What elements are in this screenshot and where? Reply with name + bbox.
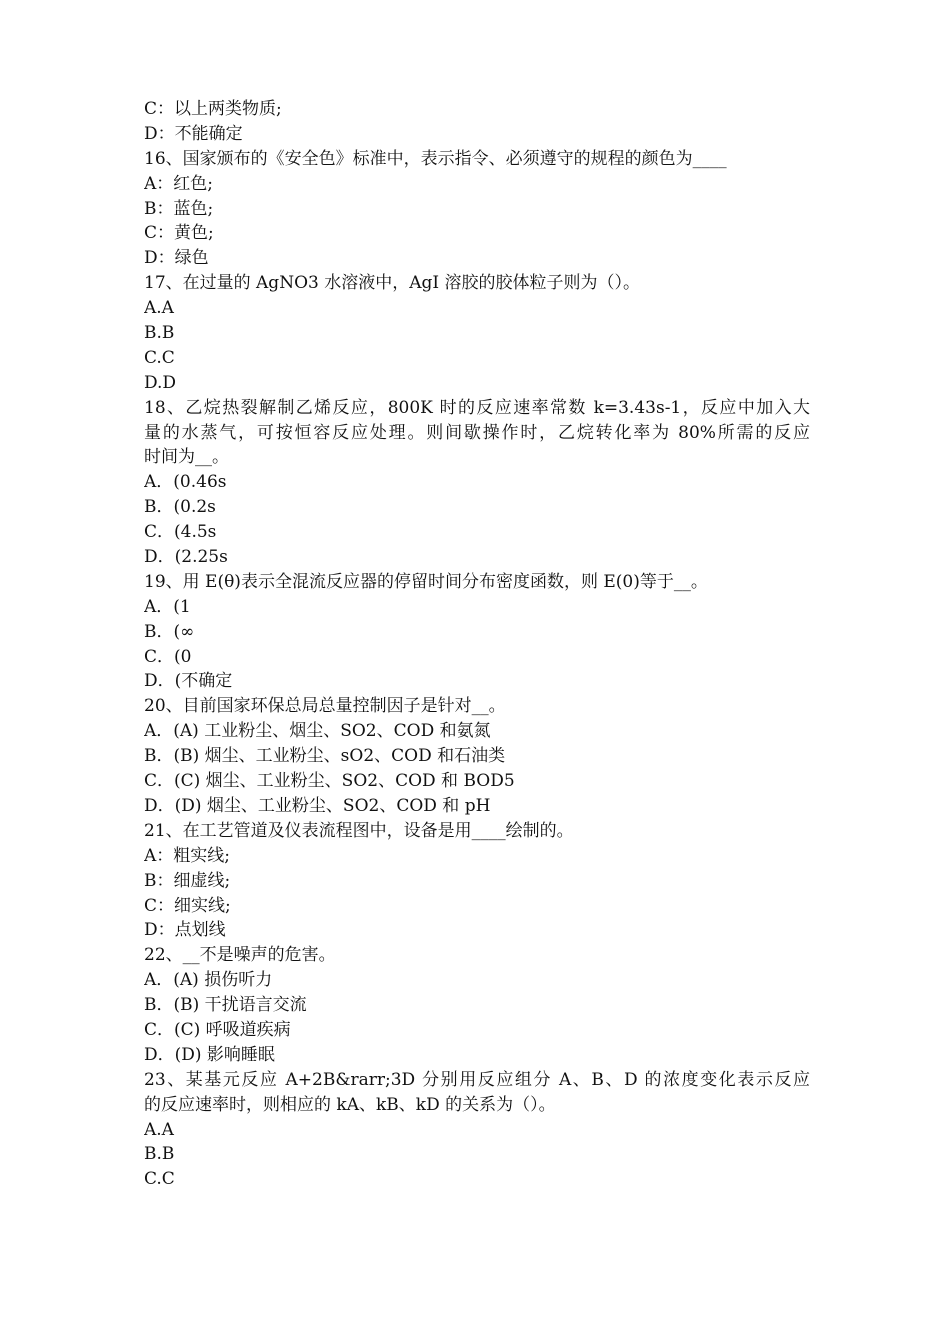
option-c-23: C.C xyxy=(144,1169,175,1190)
option-a-17: A.A xyxy=(144,298,174,319)
question-17: 17、在过量的 AgNO3 水溶液中，AgI 溶胶的胶体粒子则为（）。 xyxy=(144,273,641,294)
question-19: 19、用 E(θ)表示全混流反应器的停留时间分布密度函数，则 E(0)等于__。 xyxy=(144,571,708,592)
option-a-16: A：红色; xyxy=(144,173,214,194)
option-a-20: A．(A) 工业粉尘、烟尘、SO2、COD 和氨氮 xyxy=(144,721,491,742)
question-18-line-3: 时间为__。 xyxy=(144,447,229,468)
option-c-17: C.C xyxy=(144,347,175,368)
option-a-23: A.A xyxy=(144,1119,174,1140)
option-d-16: D：绿色 xyxy=(144,248,209,269)
option-c-18: C．(4.5s xyxy=(144,522,217,543)
question-18-line-1: 18、乙烷热裂解制乙烯反应，800K 时的反应速率常数 k=3.43s-1，反应中加入大 xyxy=(144,397,810,418)
option-d-19: D．(不确定 xyxy=(144,671,233,692)
option-b-22: B．(B) 干扰语言交流 xyxy=(144,995,307,1016)
option-c-19: C．(0 xyxy=(144,646,192,667)
option-b-17: B.B xyxy=(144,323,175,344)
option-d-22: D．(D) 影响睡眠 xyxy=(144,1044,275,1065)
option-b-23: B.B xyxy=(144,1144,175,1165)
option-c-20: C．(C) 烟尘、工业粉尘、SO2、COD 和 BOD5 xyxy=(144,771,515,792)
option-b-18: B．(0.2s xyxy=(144,497,216,518)
question-16: 16、国家颁布的《安全色》标准中，表示指令、必须遵守的规程的颜色为____ xyxy=(144,148,727,169)
option-d-20: D．(D) 烟尘、工业粉尘、SO2、COD 和 pH xyxy=(144,795,491,816)
option-d-17: D.D xyxy=(144,372,177,393)
option-b-21: B：细虚线; xyxy=(144,870,231,891)
option-d-21: D：点划线 xyxy=(144,920,226,941)
question-23-line-1: 23、某基元反应 A+2B&rarr;3D 分别用反应组分 A、B、D 的浓度变化表示反应 xyxy=(144,1069,810,1090)
question-18-line-2: 量的水蒸气，可按恒容反应处理。则间歇操作时，乙烷转化率为 80%所需的反应 xyxy=(144,422,810,443)
option-d-15: D：不能确定 xyxy=(144,123,243,144)
question-23-line-2: 的反应速率时，则相应的 kA、kB、kD 的关系为（）。 xyxy=(144,1094,556,1115)
document-body xyxy=(144,97,810,1192)
option-c-21: C：细实线; xyxy=(144,895,231,916)
question-22: 22、__不是噪声的危害。 xyxy=(144,945,336,966)
option-a-21: A：粗实线; xyxy=(144,845,231,866)
option-a-19: A．(1 xyxy=(144,596,191,617)
option-a-18: A．(0.46s xyxy=(144,472,227,493)
option-c-16: C：黄色; xyxy=(144,223,214,244)
option-b-20: B．(B) 烟尘、工业粉尘、sO2、COD 和石油类 xyxy=(144,746,506,767)
question-20: 20、目前国家环保总局总量控制因子是针对__。 xyxy=(144,696,506,717)
option-a-22: A．(A) 损伤听力 xyxy=(144,970,273,991)
option-b-16: B：蓝色; xyxy=(144,198,214,219)
option-b-19: B．(∞ xyxy=(144,621,195,642)
option-c-15: C：以上两类物质; xyxy=(144,99,282,119)
option-d-18: D．(2.25s xyxy=(144,547,228,568)
option-c-22: C．(C) 呼吸道疾病 xyxy=(144,1019,291,1040)
question-21: 21、在工艺管道及仪表流程图中，设备是用____绘制的。 xyxy=(144,820,574,841)
